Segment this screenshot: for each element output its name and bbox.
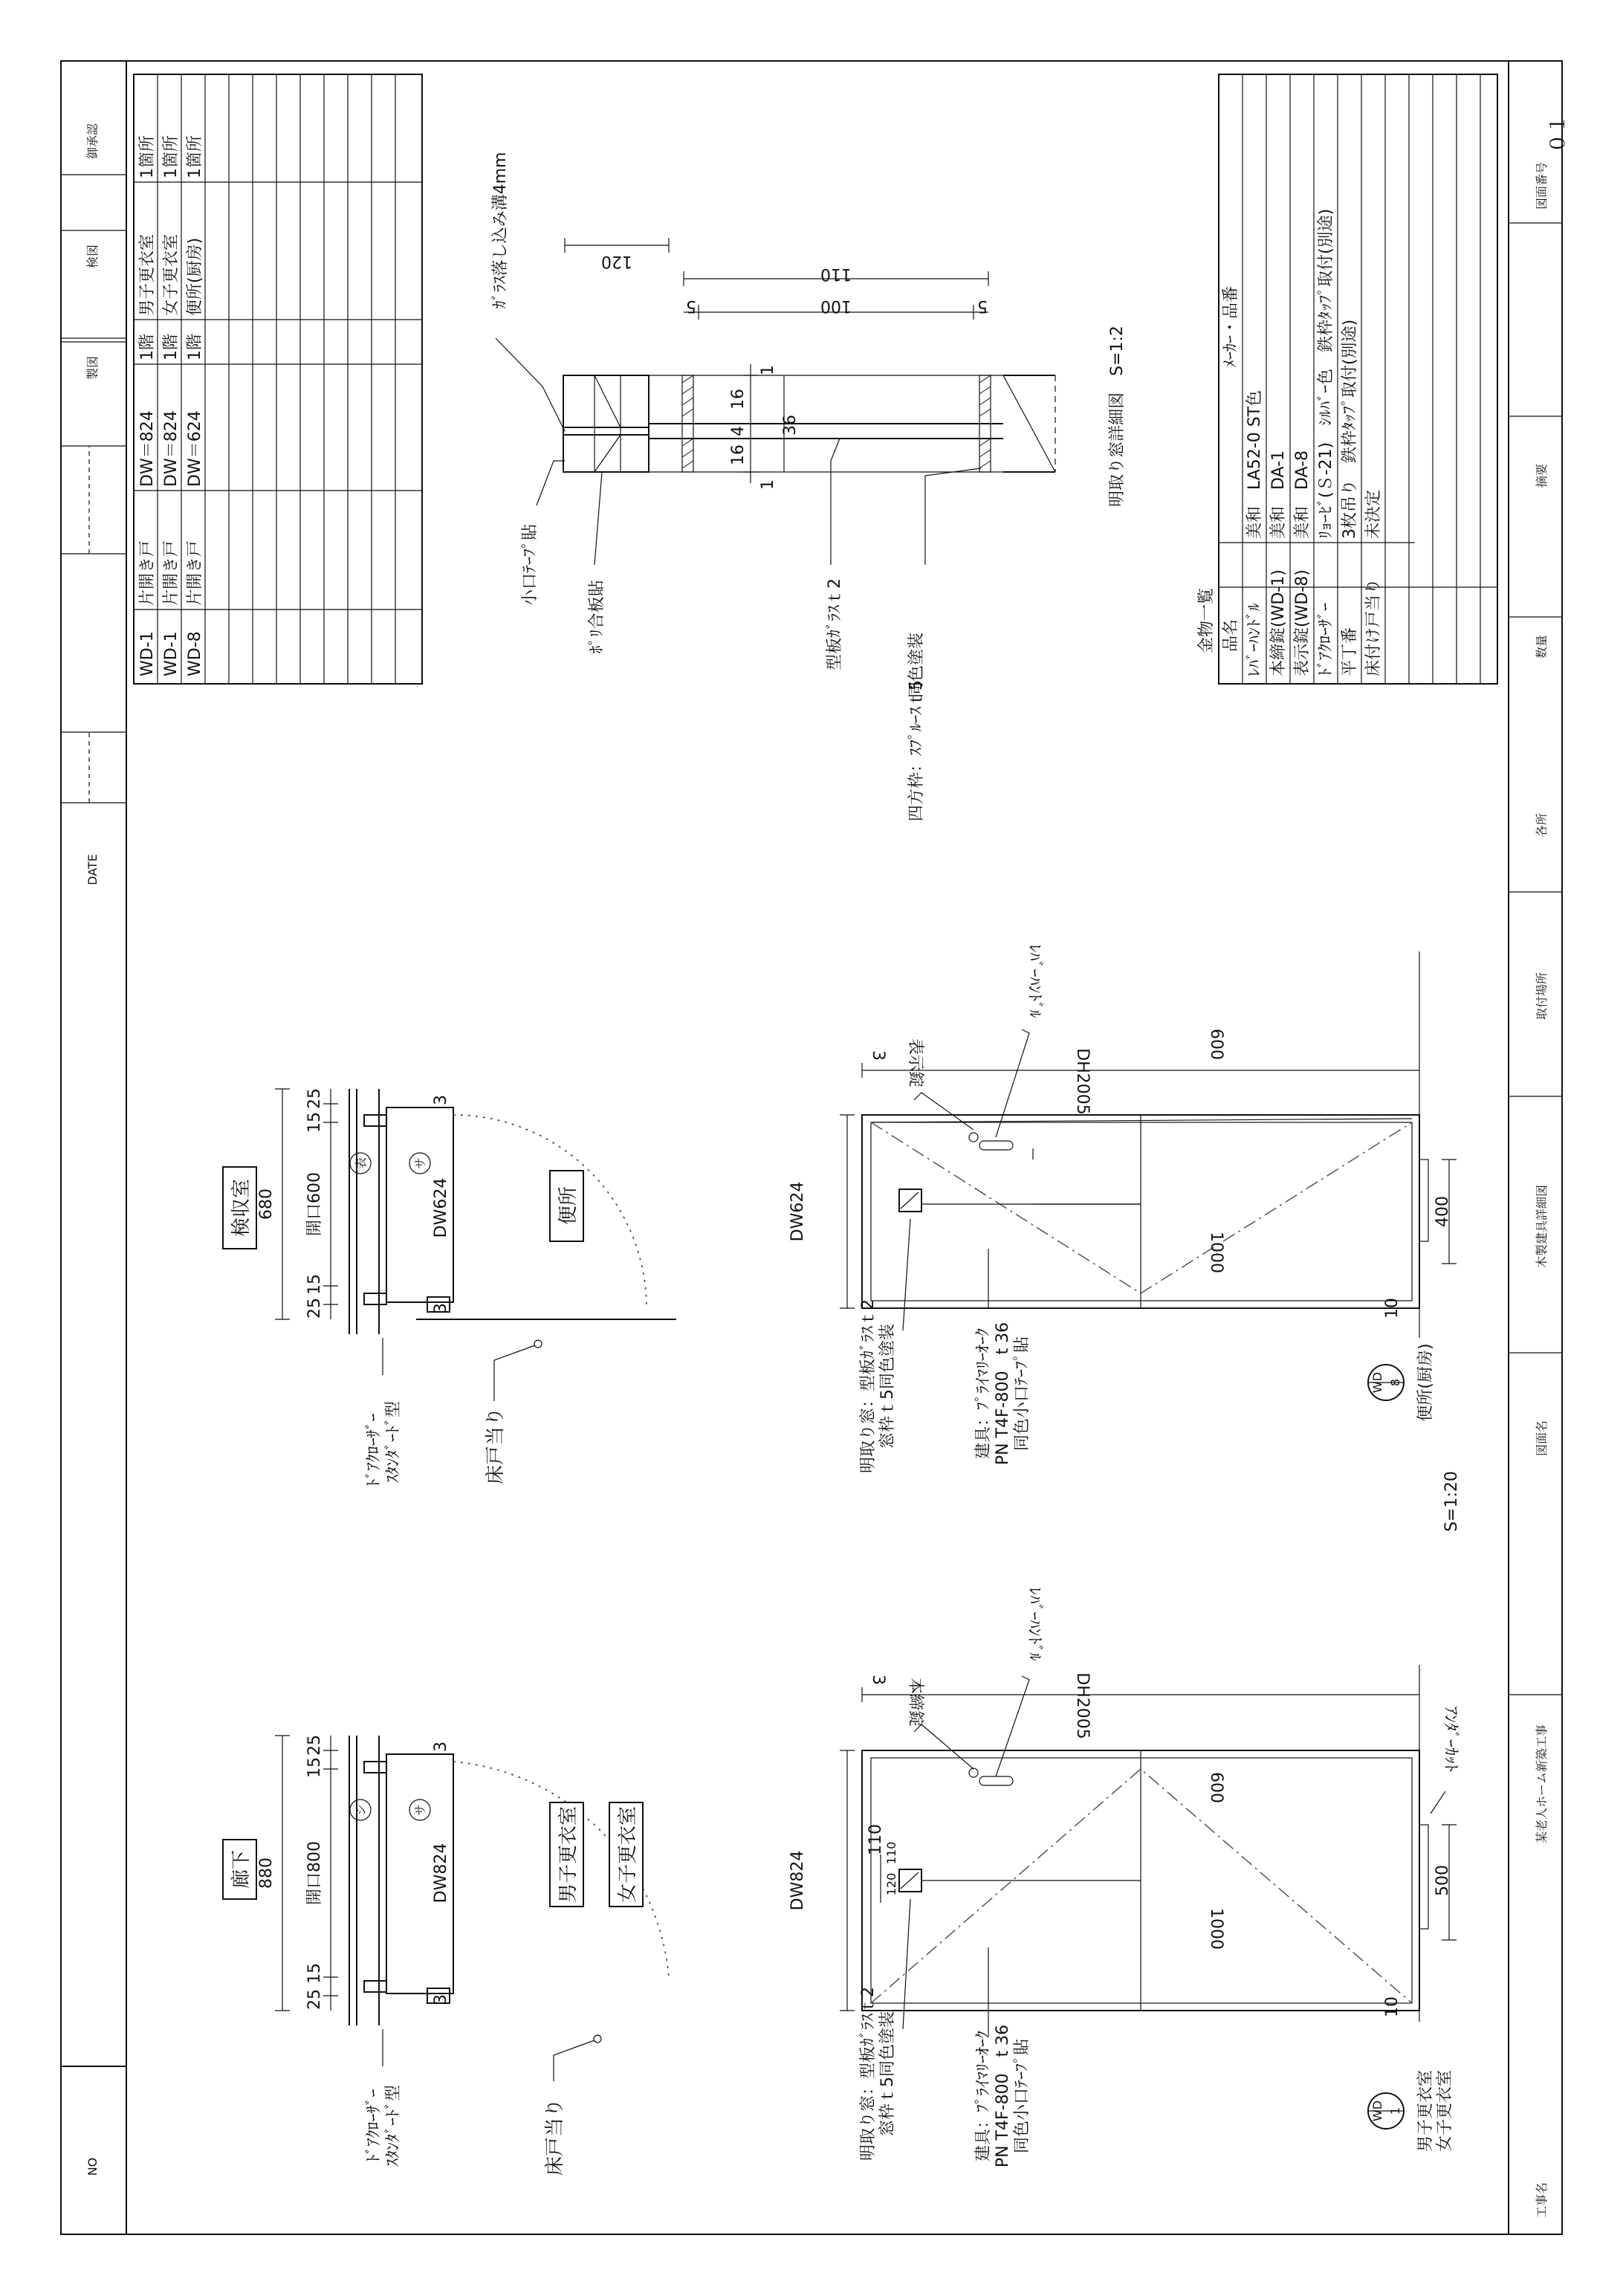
plan1-dim-3b: 3 [432, 1994, 450, 2005]
elev8-door2: PN T4F-800 t 36 [994, 1322, 1012, 1466]
wd-dim-16a: 16 [729, 389, 748, 410]
plan1-dim-25b: 25 [305, 1735, 324, 1756]
plan1-dim-15b: 15 [305, 1757, 324, 1778]
plan8-dw: DW624 [432, 1177, 450, 1238]
elev8-dim-1000: 1000 [1207, 1232, 1225, 1273]
wd-dim-16b: 16 [729, 444, 748, 465]
schedule-floor: 1階 [138, 334, 157, 360]
elevation-wd8 [788, 944, 1461, 1531]
location-value: 各所 [1535, 812, 1549, 838]
plan8-dim-680: 680 [257, 1189, 276, 1220]
plan1-dim-3a: 3 [432, 1742, 450, 1752]
plan1-dim-25a: 25 [305, 1989, 324, 2010]
location-label: 取付場所 [1535, 971, 1549, 1021]
elev1-window2: 窓枠ｔ5同色塗装 [878, 2011, 897, 2136]
schedule-code: WD-1 [162, 631, 181, 676]
plan8-dim-3b: 3 [432, 1303, 450, 1313]
plan1-dim-15a: 15 [305, 1963, 324, 1984]
elev8-tag-room: 便所(厨房) [1416, 1343, 1435, 1422]
plan8-dim-25b: 25 [305, 1088, 324, 1109]
schedule-room: 男子更衣室 [138, 233, 157, 316]
elev1-dim-1000: 1000 [1207, 1908, 1225, 1950]
plan8-opening: 開口600 [305, 1172, 324, 1236]
wd-dim-100: 100 [820, 297, 852, 315]
plan8-dim-15a: 15 [305, 1274, 324, 1295]
plan1-room-a: 男子更衣室 [557, 1805, 580, 1904]
elevation-wd1 [788, 1587, 1460, 2167]
elev1-dim-120: 120 [884, 1872, 898, 1896]
elev1-dim-110: 110 [866, 1824, 885, 1855]
elev8-window2: 窓枠ｔ5同色塗装 [878, 1324, 897, 1449]
schedule-room: 便所(厨房) [186, 237, 204, 316]
hardware-name: ﾄﾞｱｸﾛｰｻﾞｰ [1317, 602, 1335, 676]
schedule-count: 1箇所 [162, 135, 181, 178]
hardware-header-name: 品名 [1222, 618, 1240, 653]
schedule-type: 片開き戸 [138, 540, 157, 606]
hardware-spec: 3枚吊り 鉄枠ﾀｯﾌﾟ取付(別途) [1341, 319, 1359, 539]
hardware-spec: ﾘｮｰﾋﾞ(Ｓ-21) ｼﾙﾊﾞｰ色 鉄枠ﾀｯﾌﾟ取付(別途) [1317, 208, 1335, 539]
checked-label: 検図 [85, 244, 100, 269]
wd-dim-110: 110 [820, 265, 852, 283]
schedule-room: 女子更衣室 [162, 233, 181, 316]
elev8-window: 明取り窓：型板ｶﾞﾗｽｔ2 [859, 1299, 878, 1473]
plan8-sym-b: サ [413, 1157, 427, 1170]
hardware-name: 平丁番 [1341, 627, 1359, 676]
elev1-tag-top: WD [1370, 2100, 1384, 2122]
wd-tape: 小口ﾃｰﾌﾟ貼 [521, 523, 540, 607]
plan1-closer: ﾄﾞｱｸﾛｰｻﾞｰ [365, 2089, 383, 2163]
wd-glass: 型板ｶﾞﾗｽｔ2 [826, 578, 844, 670]
elev1-tag-num: 1 [1388, 2106, 1402, 2115]
elev1-lock: 本締錠 [906, 1677, 924, 1727]
elev1-undercut: ｱﾝﾀﾞｰｶｯﾄ [1441, 1706, 1460, 1773]
plan1-closer2: ｽﾀﾝﾀﾞｰﾄﾞ型 [384, 2084, 403, 2167]
wd-frame: 四方枠：ｽﾌﾟﾙｰｽｔ5 [907, 680, 926, 821]
elev8-scale: S=1:20 [1442, 1471, 1461, 1532]
schedule-count: 1箇所 [138, 135, 157, 178]
hardware-name: 本締錠(WD-1) [1269, 569, 1288, 676]
schedule-type: 片開き戸 [186, 540, 204, 606]
hardware-spec: 美和 LA52-0 ST色 [1245, 389, 1264, 539]
plan-wd1 [223, 1735, 669, 2176]
schedule-dw: DW＝624 [186, 410, 204, 487]
plan1-dw: DW824 [432, 1843, 450, 1904]
project-label: 工事名 [1535, 2182, 1549, 2219]
elev8-door: 建具：ﾌﾟﾗｲﾏﾘｰｵｰｸ [974, 1328, 993, 1460]
elev1-door2: PN T4F-800 t 36 [994, 2024, 1012, 2168]
elev8-tag-top: WD [1370, 1371, 1384, 1394]
elev1-door: 建具：ﾌﾟﾗｲﾏﾘｰｵｰｸ [974, 2030, 993, 2162]
drawn-label: 製図 [85, 355, 100, 381]
hardware-spec: 未決定 [1364, 489, 1383, 539]
plan1-sym-a: シ [354, 1803, 368, 1817]
hardware-name: 床付け戸当り [1364, 578, 1383, 676]
hardware-spec: 美和 DA-1 [1269, 450, 1288, 539]
approved-label: 御承認 [85, 123, 100, 160]
plan-wd8 [223, 1088, 676, 1487]
hardware-name: ﾚﾊﾞｰﾊﾝﾄﾞﾙ [1245, 602, 1264, 676]
elev8-door3: 同色小口ﾃｰﾌﾟ貼 [1013, 1336, 1031, 1452]
elev1-dim-110b: 110 [884, 1841, 898, 1865]
no-label: NO [85, 2157, 100, 2176]
elev8-lever: ﾚﾊﾞｰﾊﾝﾄﾞﾙ [1025, 944, 1043, 1018]
date-label: DATE [85, 854, 100, 885]
schedule-dw: DW＝824 [162, 410, 181, 487]
plan1-stopper: 床戸当り [544, 2098, 566, 2176]
left-title-strip [61, 61, 126, 2234]
wd-dim-120: 120 [601, 252, 632, 271]
wd-dim-4: 4 [729, 426, 748, 436]
plan8-closer: ﾄﾞｱｸﾛｰｻﾞｰ [365, 1397, 383, 1487]
plan8-room-top: 検収室 [230, 1178, 253, 1238]
elev8-dh: DH2005 [1073, 1048, 1092, 1115]
schedule-dw: DW＝824 [138, 410, 157, 487]
schedule-type: 片開き戸 [162, 540, 181, 606]
elev8-lock: 表示錠 [906, 1038, 924, 1088]
plan1-room-b: 女子更衣室 [617, 1805, 639, 1904]
plan8-closer2: ｽﾀﾝﾀﾞｰﾄﾞ型 [384, 1400, 403, 1484]
summary-label: 摘要 [1535, 463, 1549, 488]
wd-glass-groove: ｶﾞﾗｽ落し込み溝4mm [491, 152, 510, 309]
wd-dim-36: 36 [781, 415, 800, 436]
wd-poly: ﾎﾟﾘ合板貼 [588, 580, 606, 654]
wd-dim-1a: 1 [759, 365, 777, 375]
elev8-dim-400: 400 [1434, 1196, 1452, 1227]
plan8-sym-a: 表 [354, 1157, 368, 1170]
elev1-dim-600: 600 [1207, 1772, 1225, 1803]
sheet-border [61, 61, 1562, 2234]
schedule-floor: 1階 [162, 334, 181, 360]
plan8-stopper: 床戸当り [485, 1406, 507, 1485]
elev1-lever: ﾚﾊﾞｰﾊﾝﾄﾞﾙ [1025, 1587, 1043, 1661]
plan8-dim-15b: 15 [305, 1112, 324, 1133]
hardware-spec: 美和 DA-8 [1293, 450, 1312, 539]
elev1-dim-3: 3 [869, 1675, 887, 1685]
elev8-tag-num: 8 [1388, 1378, 1402, 1387]
plan8-dim-3a: 3 [432, 1095, 450, 1105]
elev8-dim-600: 600 [1207, 1029, 1225, 1060]
project-name: 某老人ホーム新築工事 [1535, 1724, 1549, 1844]
quantity-label: 数量 [1535, 634, 1549, 659]
schedule-code: WD-8 [186, 631, 204, 676]
elev1-dh: DH2005 [1073, 1672, 1092, 1739]
wd-dim-5a: 5 [686, 297, 696, 315]
drawing-no-label: 図面番号 [1535, 161, 1549, 210]
elev1-dw: DW824 [788, 1850, 807, 1911]
plan8-room-side: 便所 [557, 1186, 580, 1226]
elev8-dw: DW624 [788, 1181, 807, 1242]
schedule-count: 1箇所 [186, 135, 204, 178]
elev1-tag-room-b: 女子更衣室 [1436, 2069, 1454, 2153]
window-detail [491, 152, 1127, 821]
elev1-dim-500: 500 [1434, 1865, 1452, 1896]
plan1-dim-880: 880 [257, 1857, 276, 1889]
plan8-dim-25a: 25 [305, 1298, 324, 1319]
schedule-code: WD-1 [138, 631, 157, 676]
hardware-name: 表示錠(WD-8) [1293, 569, 1312, 676]
drawing-name: 木製建具詳細図 [1535, 1184, 1549, 1269]
wd-title: 明取り窓詳細図 S=1:2 [1108, 326, 1127, 507]
plan1-opening: 開口800 [305, 1841, 324, 1905]
plan1-sym-b: サ [413, 1803, 427, 1817]
elev1-dim-10: 10 [1383, 1996, 1402, 2017]
wd-frame-paint: 同色塗装 [907, 632, 926, 699]
elev1-window: 明取り窓：型板ｶﾞﾗｽｔ2 [859, 1987, 878, 2161]
plan1-room-top: 廊下 [230, 1849, 253, 1889]
door-schedule-rows [138, 135, 204, 676]
drawing-no: ０１ [1547, 114, 1569, 154]
elev1-door3: 同色小口ﾃｰﾌﾟ貼 [1013, 2038, 1031, 2154]
wd-dim-1b: 1 [759, 479, 777, 490]
wd-dim-5b: 5 [977, 297, 988, 315]
elev1-tag-room-a: 男子更衣室 [1416, 2069, 1435, 2153]
hardware-header-maker: ﾒｰｶｰ・品番 [1222, 285, 1240, 369]
hardware-title: 金物一覧 [1197, 587, 1216, 654]
right-title-strip [1509, 61, 1569, 2234]
elev8-dim-3: 3 [869, 1050, 887, 1061]
elev8-dim-10: 10 [1383, 1298, 1402, 1319]
schedule-floor: 1階 [186, 334, 204, 360]
drawing-name-label: 図面名 [1535, 1420, 1549, 1457]
